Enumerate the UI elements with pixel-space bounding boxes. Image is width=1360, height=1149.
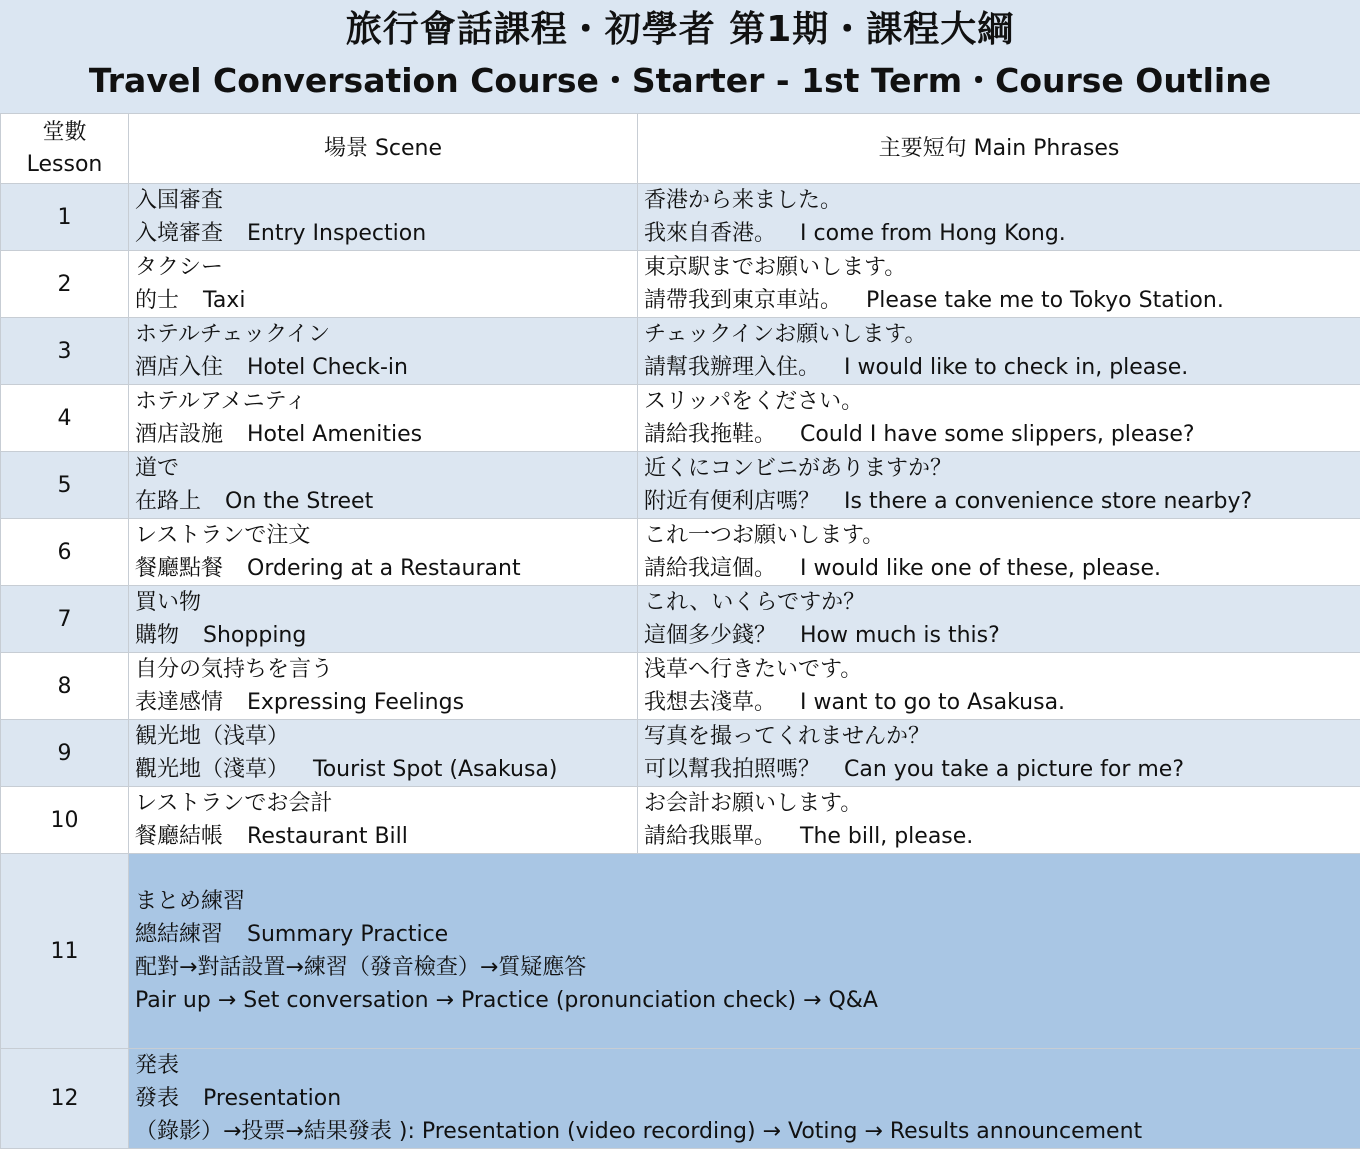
presentation-english: Presentation: [203, 1086, 341, 1111]
header-lesson-zh: 堂數: [7, 117, 122, 149]
scene-cell[interactable]: [129, 452, 638, 519]
scene-cell[interactable]: [129, 251, 638, 318]
summary-flow-chinese: 配對→對話設置→練習（發音檢查）→質疑應答: [135, 951, 1354, 984]
phrase-chinese: 請幫我辦理入住。: [644, 355, 820, 380]
scene-translation-line: [135, 217, 631, 250]
phrase-chinese: 可以幫我拍照嗎？: [644, 757, 820, 782]
title-english: Travel Conversation Course・Starter - 1st Term・Course Outline: [0, 56, 1360, 106]
scene-english: Taxi: [203, 288, 245, 313]
phrase-translation-line: [644, 686, 1354, 719]
phrase-translation-line: [644, 351, 1354, 384]
scene-translation-line: [135, 686, 631, 719]
phrase-japanese: 浅草へ行きたいです。: [644, 653, 1354, 686]
presentation-translation-line: [135, 1082, 1354, 1115]
phrase-japanese: これ、いくらですか？: [644, 586, 1354, 619]
lesson-row: [1, 586, 1360, 653]
summary-english: Summary Practice: [247, 922, 448, 947]
scene-english: Expressing Feelings: [247, 690, 464, 715]
scene-english: Hotel Amenities: [247, 422, 422, 447]
scene-chinese: 酒店入住: [135, 355, 223, 380]
outline-table: [0, 113, 1360, 1149]
scene-japanese: タクシー: [135, 251, 631, 284]
scene-chinese: 餐廳結帳: [135, 824, 223, 849]
scene-chinese: 餐廳點餐: [135, 556, 223, 581]
scene-japanese: 観光地（浅草）: [135, 720, 631, 753]
scene-cell[interactable]: [129, 184, 638, 251]
lesson-number-cell[interactable]: 6: [1, 519, 129, 586]
phrase-japanese: これ一つお願いします。: [644, 519, 1354, 552]
scene-japanese: ホテルアメニティ: [135, 385, 631, 418]
phrase-translation-line: [644, 552, 1354, 585]
scene-english: Tourist Spot (Asakusa): [313, 757, 557, 782]
scene-chinese: 觀光地（淺草）: [135, 757, 289, 782]
lesson-row: [1, 787, 1360, 854]
header-lesson-cell[interactable]: [1, 114, 129, 184]
phrase-japanese: スリッパをください。: [644, 385, 1354, 418]
scene-cell[interactable]: [129, 653, 638, 720]
scene-japanese: 買い物: [135, 586, 631, 619]
phrase-english: I want to go to Asakusa.: [800, 690, 1065, 715]
phrase-translation-line: [644, 284, 1354, 317]
phrase-english: Please take me to Tokyo Station.: [866, 288, 1224, 313]
lesson-number-cell[interactable]: 10: [1, 787, 129, 854]
presentation-chinese: 發表: [135, 1086, 179, 1111]
scene-cell[interactable]: [129, 720, 638, 787]
phrase-cell[interactable]: [638, 586, 1360, 653]
scene-cell[interactable]: [129, 385, 638, 452]
scene-chinese: 酒店設施: [135, 422, 223, 447]
scene-translation-line: [135, 485, 631, 518]
summary-japanese: まとめ練習: [135, 885, 1354, 918]
lesson-row: [1, 653, 1360, 720]
phrase-english: The bill, please.: [800, 824, 973, 849]
scene-translation-line: [135, 418, 631, 451]
scene-japanese: レストランで注文: [135, 519, 631, 552]
phrase-translation-line: [644, 485, 1354, 518]
presentation-flow: （錄影）→投票→結果發表 ): Presentation (video recording) → Voting → Results announcement: [135, 1115, 1354, 1148]
phrase-english: Could I have some slippers, please?: [800, 422, 1195, 447]
phrase-chinese: 我想去淺草。: [644, 690, 776, 715]
phrase-japanese: 写真を撮ってくれませんか？: [644, 720, 1354, 753]
phrase-japanese: チェックインお願いします。: [644, 318, 1354, 351]
scene-translation-line: [135, 351, 631, 384]
scene-translation-line: [135, 552, 631, 585]
lesson-number-cell[interactable]: 11: [1, 854, 129, 1049]
phrase-chinese: 請給我拖鞋。: [644, 422, 776, 447]
phrase-translation-line: [644, 418, 1354, 451]
lesson-number-cell[interactable]: 3: [1, 318, 129, 385]
lesson-number-cell[interactable]: 8: [1, 653, 129, 720]
scene-cell[interactable]: [129, 519, 638, 586]
lesson-row: [1, 720, 1360, 787]
scene-cell[interactable]: [129, 318, 638, 385]
phrase-english: I would like one of these, please.: [800, 556, 1161, 581]
phrase-chinese: 請帶我到東京車站。: [644, 288, 842, 313]
scene-translation-line: [135, 753, 631, 786]
lesson-number-cell[interactable]: 12: [1, 1049, 129, 1149]
scene-english: Entry Inspection: [247, 221, 426, 246]
scene-japanese: 入国審査: [135, 184, 631, 217]
scene-english: Hotel Check-in: [247, 355, 408, 380]
scene-translation-line: [135, 820, 631, 853]
phrase-cell[interactable]: [638, 452, 1360, 519]
phrase-cell[interactable]: [638, 787, 1360, 854]
scene-english: On the Street: [225, 489, 373, 514]
phrase-chinese: 我來自香港。: [644, 221, 776, 246]
phrase-cell[interactable]: [638, 519, 1360, 586]
lesson-row: [1, 251, 1360, 318]
lesson-row: [1, 452, 1360, 519]
phrase-chinese: 這個多少錢？: [644, 623, 776, 648]
lesson-number-cell[interactable]: 1: [1, 184, 129, 251]
phrase-japanese: お会計お願いします。: [644, 787, 1354, 820]
phrase-english: I come from Hong Kong.: [800, 221, 1066, 246]
scene-japanese: レストランでお会計: [135, 787, 631, 820]
scene-cell[interactable]: [129, 787, 638, 854]
phrase-translation-line: [644, 619, 1354, 652]
title-chinese: 旅行會話課程・初學者 第1期・課程大綱: [0, 0, 1360, 56]
header-row: [1, 114, 1360, 184]
header-phrases-cell[interactable]: 主要短句 Main Phrases: [638, 114, 1360, 184]
phrase-cell[interactable]: [638, 653, 1360, 720]
lesson-number-cell[interactable]: 2: [1, 251, 129, 318]
phrase-chinese: 附近有便利店嗎？: [644, 489, 820, 514]
phrase-chinese: 請給我這個。: [644, 556, 776, 581]
phrase-japanese: 東京駅までお願いします。: [644, 251, 1354, 284]
phrase-english: Is there a convenience store nearby?: [844, 489, 1252, 514]
lesson-row: [1, 318, 1360, 385]
scene-chinese: 入境審查: [135, 221, 223, 246]
presentation-japanese: 発表: [135, 1049, 1354, 1082]
phrase-english: Can you take a picture for me?: [844, 757, 1184, 782]
header-lesson-en: Lesson: [7, 149, 122, 181]
header-scene-cell[interactable]: 場景 Scene: [129, 114, 638, 184]
scene-english: Ordering at a Restaurant: [247, 556, 521, 581]
phrase-cell[interactable]: [638, 184, 1360, 251]
scene-translation-line: [135, 619, 631, 652]
scene-english: Shopping: [203, 623, 306, 648]
phrase-cell[interactable]: [638, 720, 1360, 787]
phrase-translation-line: [644, 820, 1354, 853]
phrase-chinese: 請給我賬單。: [644, 824, 776, 849]
phrase-japanese: 香港から来ました。: [644, 184, 1354, 217]
lesson-number-cell[interactable]: 9: [1, 720, 129, 787]
lesson-row: [1, 184, 1360, 251]
lesson-row-presentation: [1, 1049, 1360, 1149]
presentation-cell[interactable]: [129, 1049, 1360, 1149]
scene-chinese: 的士: [135, 288, 179, 313]
phrase-english: I would like to check in, please.: [844, 355, 1188, 380]
lesson-row: [1, 385, 1360, 452]
summary-chinese: 總結練習: [135, 922, 223, 947]
lesson-number-cell[interactable]: 5: [1, 452, 129, 519]
scene-japanese: 自分の気持ちを言う: [135, 653, 631, 686]
scene-japanese: ホテルチェックイン: [135, 318, 631, 351]
summary-practice-cell[interactable]: [129, 854, 1360, 1049]
lesson-number-cell[interactable]: 4: [1, 385, 129, 452]
phrase-translation-line: [644, 217, 1354, 250]
scene-chinese: 購物: [135, 623, 179, 648]
scene-translation-line: [135, 284, 631, 317]
scene-chinese: 表達感情: [135, 690, 223, 715]
lesson-number-cell[interactable]: 7: [1, 586, 129, 653]
scene-chinese: 在路上: [135, 489, 201, 514]
lesson-row: [1, 519, 1360, 586]
scene-english: Restaurant Bill: [247, 824, 408, 849]
phrase-cell[interactable]: [638, 251, 1360, 318]
phrase-cell[interactable]: [638, 318, 1360, 385]
lesson-row-summary: [1, 854, 1360, 1049]
phrase-japanese: 近くにコンビニがありますか？: [644, 452, 1354, 485]
summary-flow-english: Pair up → Set conversation → Practice (pronunciation check) → Q&A: [135, 984, 1354, 1017]
title-block: [0, 0, 1360, 114]
phrase-translation-line: [644, 753, 1354, 786]
phrase-cell[interactable]: [638, 385, 1360, 452]
phrase-english: How much is this?: [800, 623, 1000, 648]
scene-japanese: 道で: [135, 452, 631, 485]
scene-cell[interactable]: [129, 586, 638, 653]
summary-translation-line: [135, 918, 1354, 951]
